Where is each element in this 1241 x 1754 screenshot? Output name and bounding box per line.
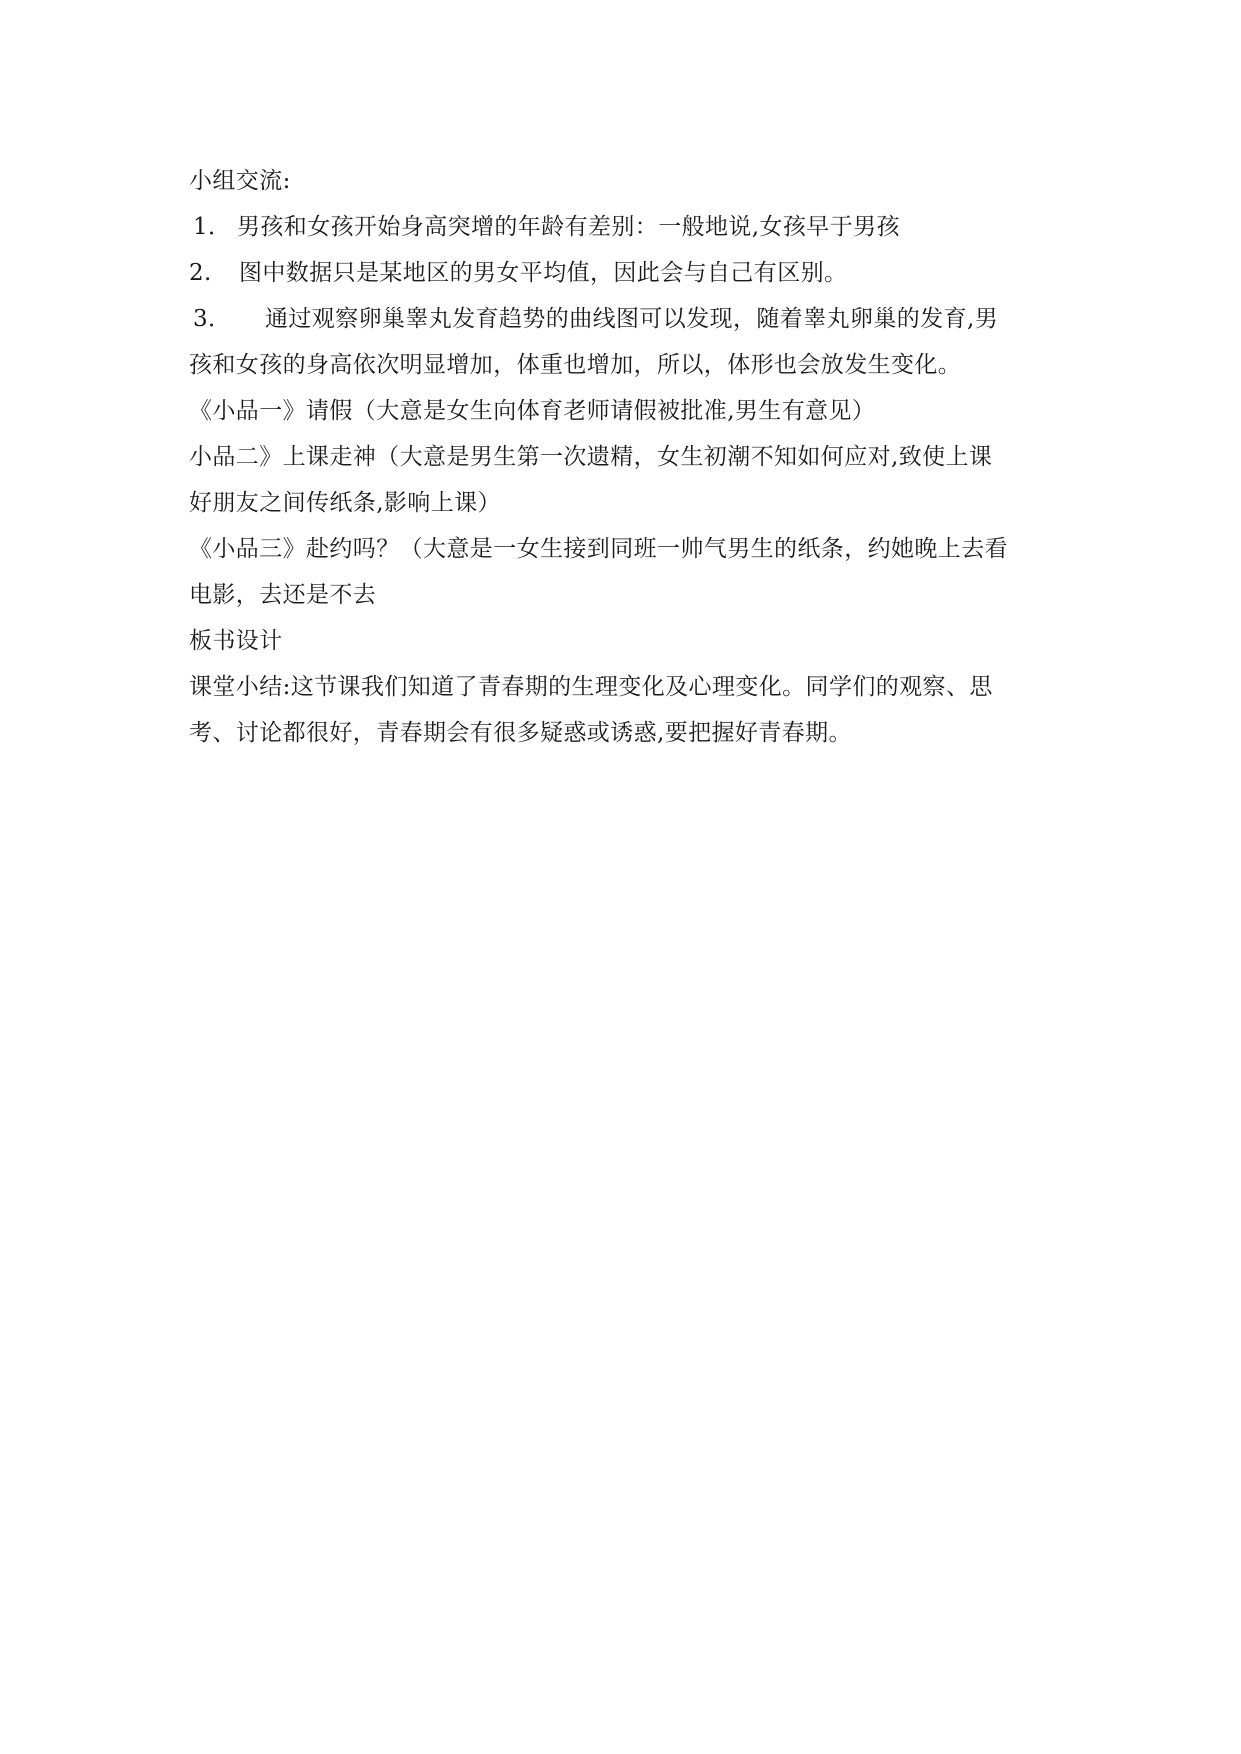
- list-item-text: 图中数据只是某地区的男女平均值，因此会与自己有区别。: [239, 260, 848, 286]
- list-item-2: [189, 250, 1059, 296]
- list-item-text: 通过观察卵巢睾丸发育趋势的曲线图可以发现，随着睾丸卵巢的发育,男: [265, 306, 999, 332]
- document-body: [189, 158, 1059, 756]
- line-text: 小组交流:: [189, 168, 291, 194]
- list-number: 3．: [193, 306, 232, 332]
- lesson-summary: [189, 664, 1059, 710]
- line-text: 好朋友之间传纸条,影响上课）: [189, 490, 501, 516]
- line-text: 小品二》上课走神（大意是男生第一次遗精，女生初潮不知如何应对,致使上课: [189, 444, 993, 470]
- section-heading-group-discussion: [189, 158, 1059, 204]
- list-item-1: [189, 204, 1059, 250]
- skit-two: [189, 434, 1059, 480]
- skit-three: [189, 526, 1059, 572]
- list-number: 2.: [189, 260, 212, 286]
- board-design-heading: [189, 618, 1059, 664]
- list-number: 1．: [193, 214, 232, 240]
- line-text: 电影，去还是不去: [189, 582, 377, 608]
- list-item-text: 男孩和女孩开始身高突增的年龄有差别：一般地说,女孩早于男孩: [237, 214, 900, 240]
- skit-three-continued: [189, 572, 1059, 618]
- line-text: 课堂小结:这节课我们知道了青春期的生理变化及心理变化。同学们的观察、思: [189, 674, 993, 700]
- list-item-3: [189, 296, 1059, 342]
- skit-one: [189, 388, 1059, 434]
- line-text: 考、讨论都很好，青春期会有很多疑惑或诱惑,要把握好青春期。: [189, 720, 852, 746]
- line-text: 《小品三》赴约吗？（大意是一女生接到同班一帅气男生的纸条，约她晚上去看: [189, 536, 1008, 562]
- lesson-summary-continued: [189, 710, 1059, 756]
- skit-two-continued: [189, 480, 1059, 526]
- list-item-3-continued: [189, 342, 1059, 388]
- line-text: 孩和女孩的身高依次明显增加，体重也增加，所以，体形也会放发生变化。: [189, 352, 962, 378]
- line-text: 《小品一》请假（大意是女生向体育老师请假被批准,男生有意见）: [189, 398, 876, 424]
- line-text: 板书设计: [189, 628, 283, 654]
